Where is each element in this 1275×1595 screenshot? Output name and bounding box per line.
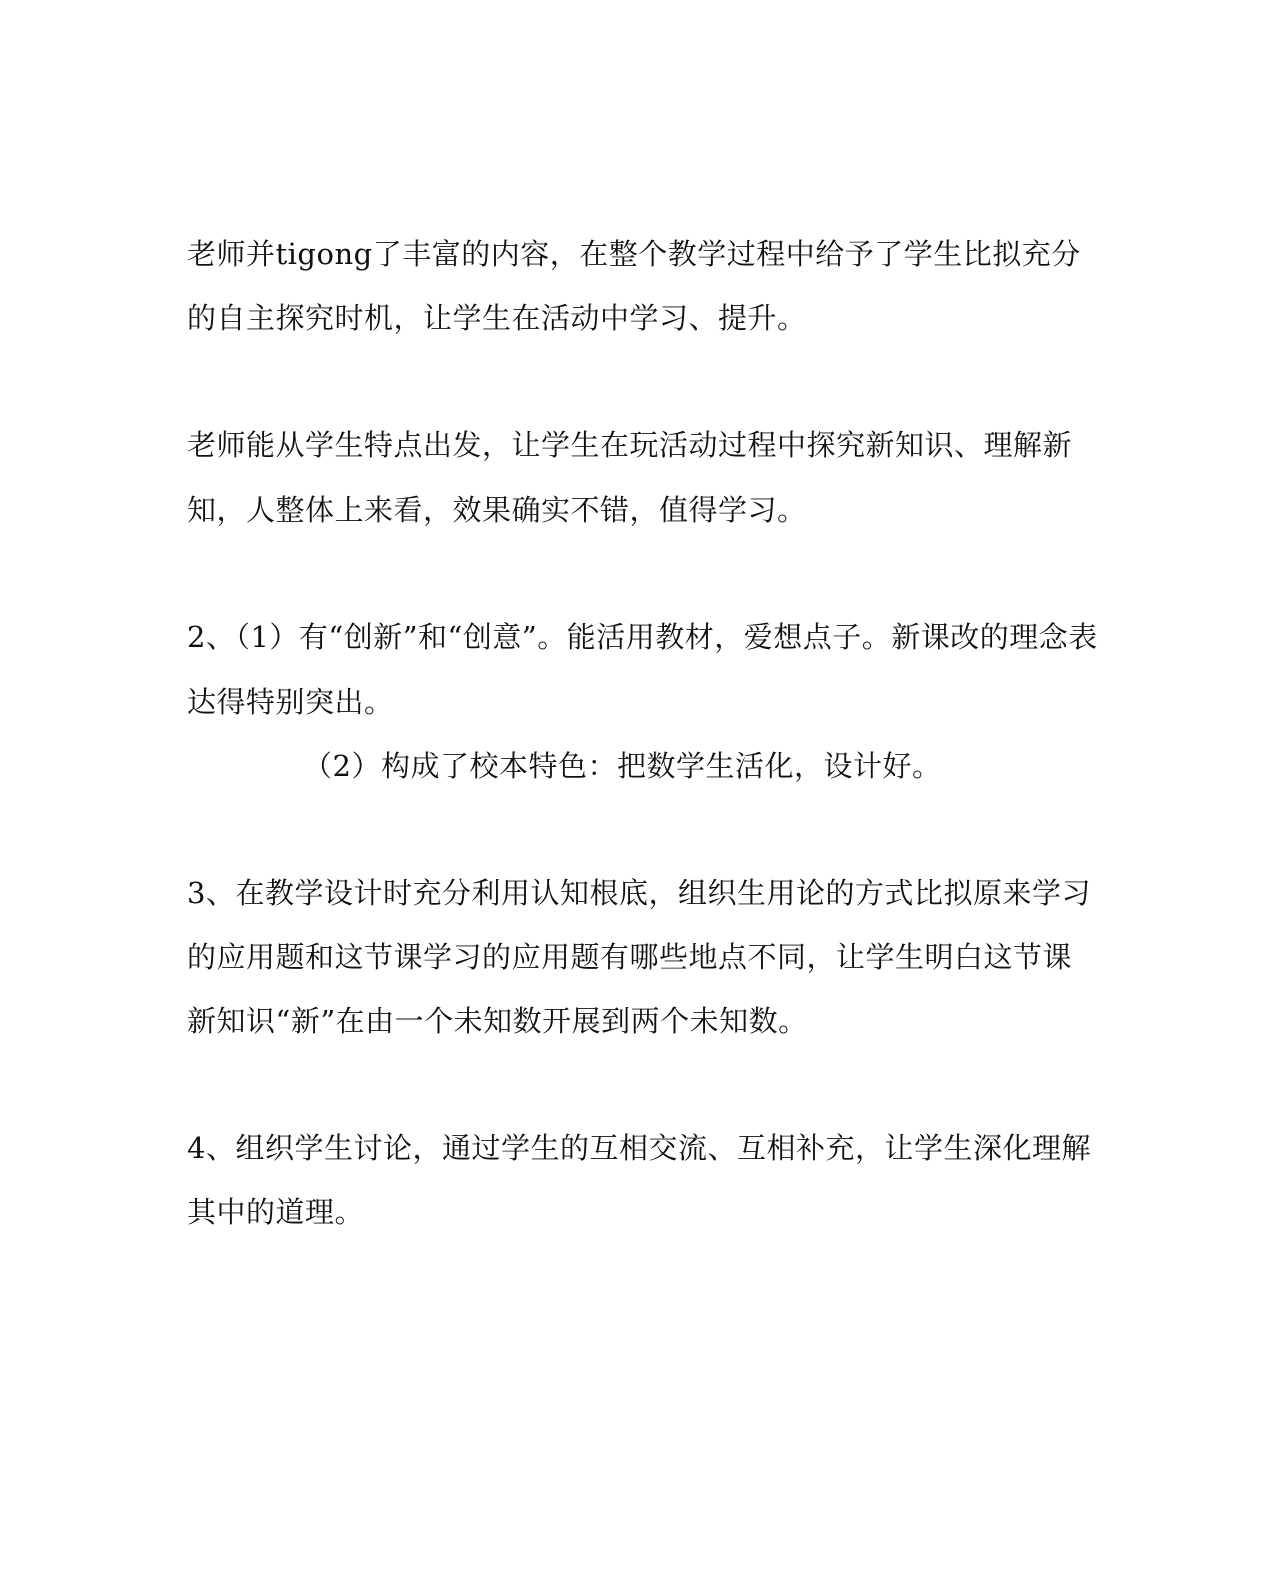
paragraph-6-line-2: 其中的道理。: [187, 1195, 365, 1229]
paragraph-1-line-1: 老师并tigong了丰富的内容，在整个教学过程中给予了学生比拟充分: [187, 237, 1081, 271]
paragraph-4-line-1: （2）构成了校本特色：把数学生活化，设计好。: [303, 749, 942, 783]
paragraph-3-line-1: 2、（1）有“创新”和“创意”。能活用教材，爱想点子。新课改的理念表: [187, 620, 1098, 654]
paragraph-5-line-3: 新知识“新”在由一个未知数开展到两个未知数。: [187, 1004, 808, 1038]
paragraph-3-line-2: 达得特别突出。: [187, 685, 394, 719]
paragraph-5-line-2: 的应用题和这节课学习的应用题有哪些地点不同，让学生明白这节课: [187, 940, 1073, 974]
paragraph-5-line-1: 3、在教学设计时充分利用认知根底，组织生用论的方式比拟原来学习: [187, 876, 1091, 910]
paragraph-6-line-1: 4、组织学生讨论，通过学生的互相交流、互相补充，让学生深化理解: [187, 1131, 1091, 1165]
paragraph-2-line-1: 老师能从学生特点出发，让学生在玩活动过程中探究新知识、理解新: [187, 428, 1073, 462]
paragraph-2-line-2: 知，人整体上来看，效果确实不错，值得学习。: [187, 493, 807, 527]
paragraph-1-line-2: 的自主探究时机，让学生在活动中学习、提升。: [187, 301, 807, 335]
